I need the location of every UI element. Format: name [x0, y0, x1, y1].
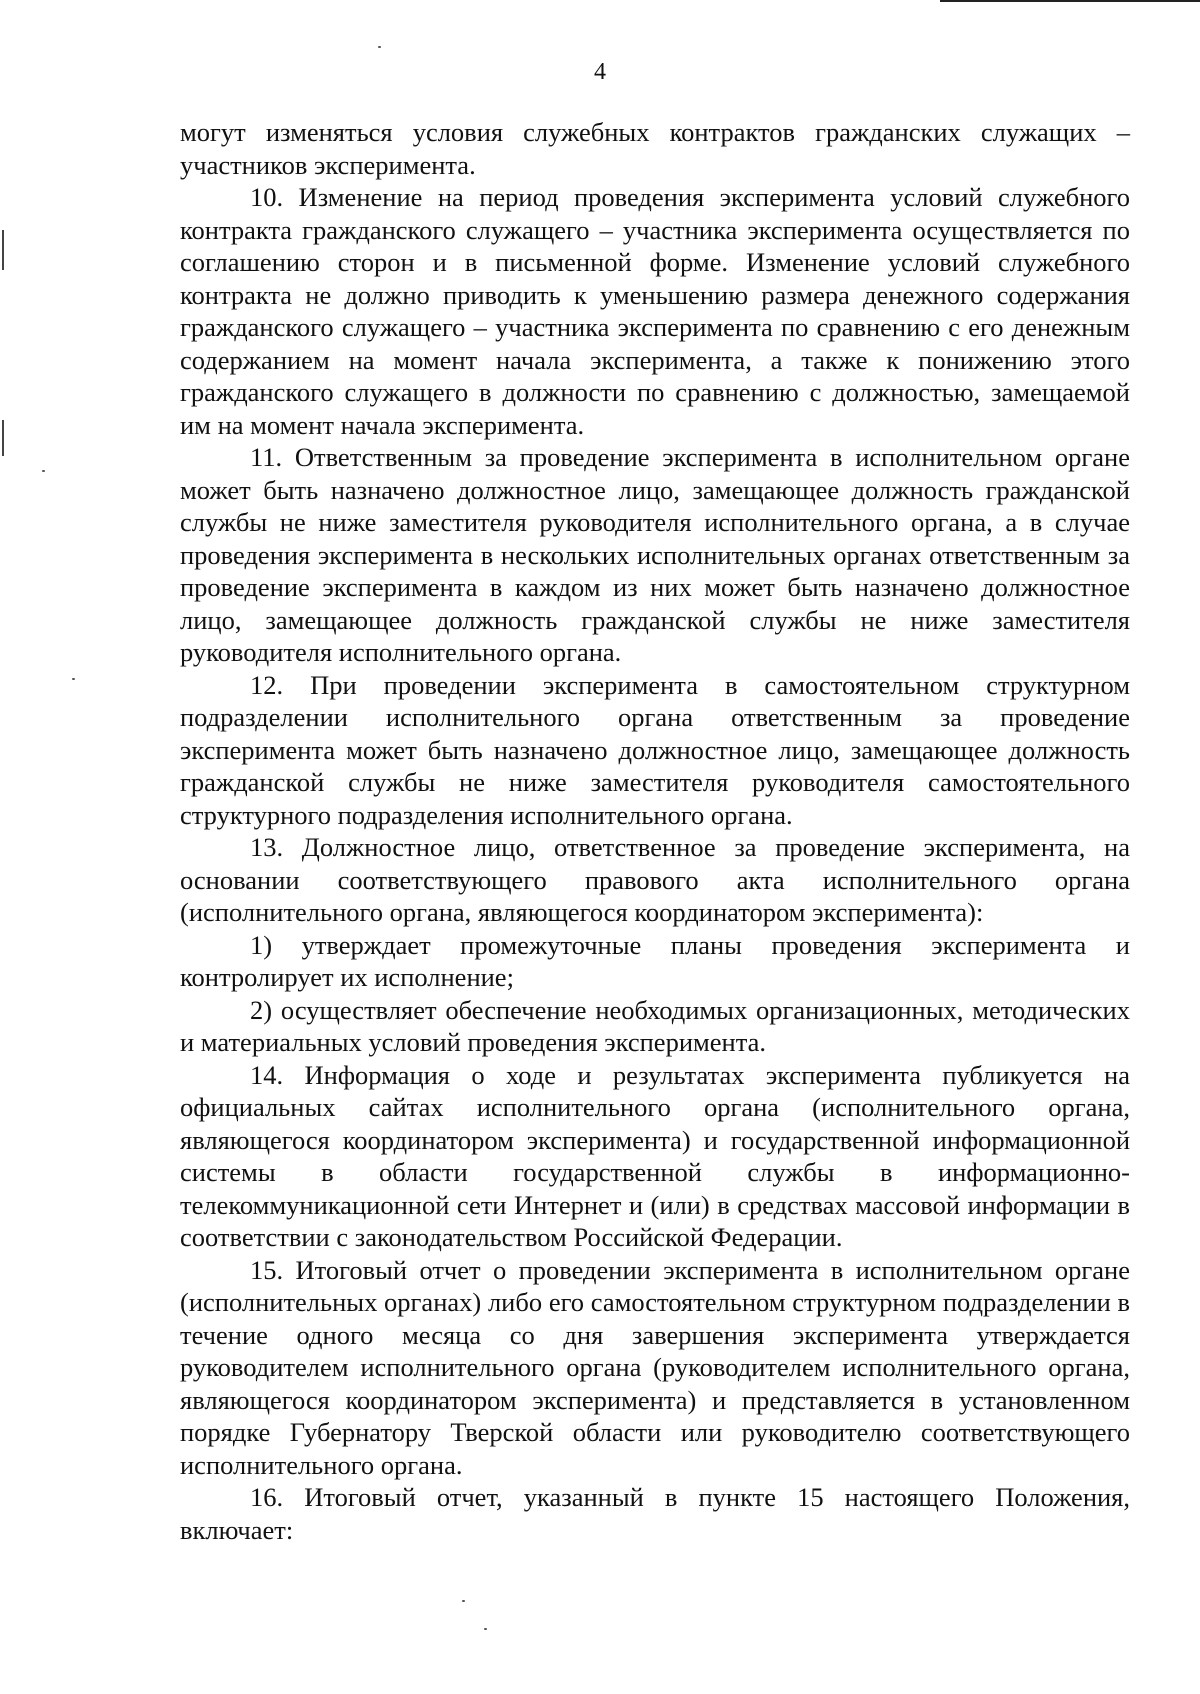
page-number: 4 [594, 59, 606, 85]
paragraph-item-15: 15. Итоговый отчет о проведении эксперимента в исполнительном органе (исполнительных органах) либо его самостоятельном структурном подразделении в течение одного месяца со дня завершения эксперимента утверждается руководителем исполнительного органа (руководителем исполнительного органа, являющегося координатором эксперимента) и представляется в установленном порядке Губернатору Тверской области или руководителю соответствующего исполнительного органа. [180, 1254, 1130, 1480]
scan-speck [462, 1600, 465, 1602]
document-body [180, 116, 1130, 1546]
paragraph-item-13: 13. Должностное лицо, ответственное за проведение эксперимента, на основании соответствующего правового акта исполнительного органа (исполнительного органа, являющегося координатором эксперимента): [180, 832, 1130, 927]
scan-speck [378, 46, 381, 48]
paragraph-item-16: 16. Итоговый отчет, указанный в пункте 15 настоящего Положения, включает: [180, 1482, 1130, 1545]
paragraph-subitem-2: 2) осуществляет обеспечение необходимых организационных, методических и материальных условий проведения эксперимента. [180, 994, 1130, 1057]
paragraph-item-12: 12. При проведении эксперимента в самостоятельном структурном подразделении исполнительного органа ответственным за проведение эксперимента может быть назначено должностное лицо, замещающее должность гражданской службы не ниже заместителя руководителя самостоятельного структурного подразделения исполнительного органа. [180, 669, 1130, 830]
scan-edge-mark [2, 230, 4, 270]
scan-speck [484, 1628, 487, 1630]
paragraph-item-10: 10. Изменение на период проведения эксперимента условий служебного контракта гражданского служащего – участника эксперимента осуществляется по соглашению сторон и в письменной форме. Изменение условий служебного контракта не должно приводить к уменьшению размера денежного содержания гражданского служащего – участника эксперимента по сравнению с его денежным содержанием на момент начала эксперимента, а также к понижению этого гражданского служащего в должности по сравнению с должностью, замещаемой им на момент начала эксперимента. [180, 182, 1130, 440]
scan-speck [72, 678, 75, 680]
scan-speck [42, 470, 45, 472]
scan-edge-mark [2, 420, 4, 456]
paragraph-item-14: 14. Информация о ходе и результатах эксперимента публикуется на официальных сайтах исполнительного органа (исполнительного органа, являющегося координатором эксперимента) и государственной информационной системы в области государственной службы в информационно-телекоммуникационной сети Интернет и (или) в средствах массовой информации в соответствии с законодательством Российской Федерации. [180, 1059, 1130, 1252]
paragraph-continuation: могут изменяться условия служебных контрактов гражданских служащих – участников эксперимента. [180, 117, 1130, 180]
scan-edge-line [940, 0, 1200, 2]
paragraph-subitem-1: 1) утверждает промежуточные планы проведения эксперимента и контролирует их исполнение; [180, 929, 1130, 992]
paragraph-item-11: 11. Ответственным за проведение эксперимента в исполнительном органе может быть назначено должностное лицо, замещающее должность гражданской службы не ниже заместителя руководителя исполнительного органа, а в случае проведения эксперимента в нескольких исполнительных органах ответственным за проведение эксперимента в каждом из них может быть назначено должностное лицо, замещающее должность гражданской службы не ниже заместителя руководителя исполнительного органа. [180, 442, 1130, 667]
